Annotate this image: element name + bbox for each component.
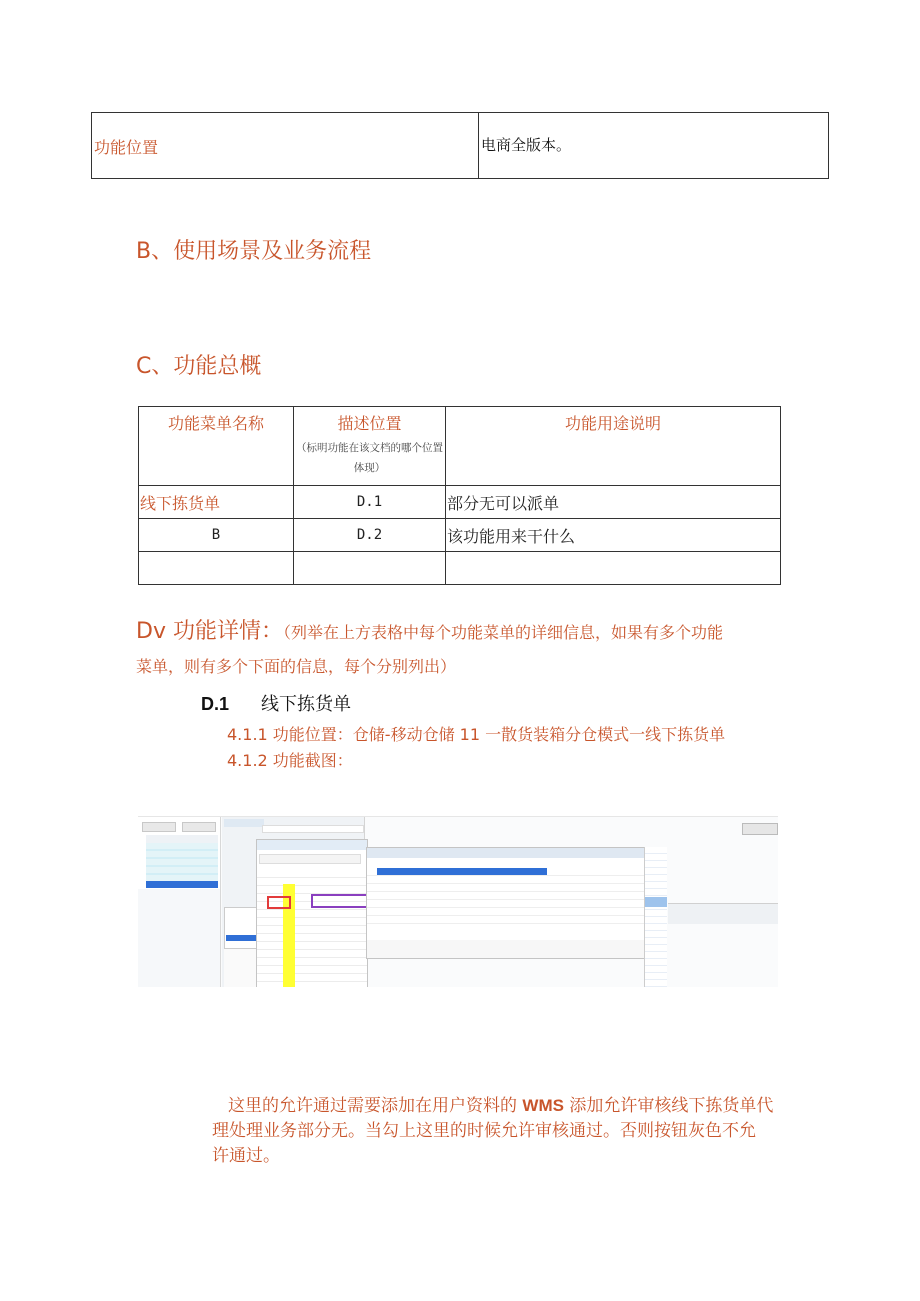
item-list — [227, 722, 725, 774]
table-row — [139, 519, 781, 552]
section-d-title: Dv 功能详情： — [136, 619, 283, 644]
subsection-title: 线下拣货单 — [261, 694, 352, 715]
table-row — [139, 486, 781, 519]
header-name: 功能菜单名称 — [139, 407, 294, 486]
row-usage: 部分无可以派单 — [446, 486, 781, 519]
note-line2: 理处理业务部分无。当勾上这里的时候允许审核通过。否则按钮灰色不允 — [212, 1121, 756, 1141]
row-usage: 该功能用来干什么 — [446, 519, 781, 552]
selected-row — [377, 868, 547, 875]
row-position: D.1 — [294, 486, 446, 519]
row-highlight — [311, 894, 369, 908]
screenshot-right-column — [644, 847, 667, 987]
function-location-table — [91, 112, 829, 179]
section-d-intro — [136, 615, 826, 684]
section-d-intro-line1: （列举在上方表格中每个功能菜单的详细信息，如果有多个功能 — [282, 623, 723, 642]
section-b-heading: B、使用场景及业务流程 — [136, 239, 372, 264]
subsection-number: D.1 — [201, 694, 230, 714]
function-screenshot — [138, 816, 778, 987]
row-name: B — [139, 519, 294, 552]
note-line1-c: 添加允许审核线下拣货单代 — [563, 1096, 774, 1116]
checkbox-highlight — [267, 896, 291, 909]
overview-table — [138, 406, 781, 585]
row-position: D.2 — [294, 519, 446, 552]
location-value: 电商全版本。 — [479, 113, 829, 179]
row-name — [139, 552, 294, 585]
item-location: 4.1.1 功能位置：仓储-移动仓储 11 一散货装箱分仓模式一线下拣货单 — [227, 725, 726, 744]
row-name: 线下拣货单 — [139, 486, 294, 519]
subsection-d1-heading — [201, 687, 351, 722]
location-label: 功能位置 — [92, 113, 479, 179]
overview-header-row — [139, 407, 781, 486]
table-row — [139, 552, 781, 585]
row-position — [294, 552, 446, 585]
note-wms: WMS — [522, 1096, 564, 1115]
header-position-note: （标明功能在该文档的哪个位置体现） — [296, 442, 443, 474]
section-d-intro-line2: 菜单，则有多个下面的信息，每个分别列出） — [136, 657, 457, 676]
screenshot-grid — [366, 847, 658, 959]
screenshot-left-panel — [138, 817, 221, 987]
note-line3: 许通过。 — [212, 1146, 280, 1166]
note-line1-a: 这里的允许通过需要添加在用户资料的 — [228, 1096, 523, 1116]
header-usage: 功能用途说明 — [446, 407, 781, 486]
screenshot-dialog — [256, 839, 368, 987]
row-usage — [446, 552, 781, 585]
note-paragraph — [212, 1093, 852, 1169]
header-position: 描述位置 （标明功能在该文档的哪个位置体现） — [294, 407, 446, 486]
item-screenshot-label: 4.1.2 功能截图： — [227, 751, 353, 770]
section-c-heading: C、功能总概 — [136, 354, 262, 379]
